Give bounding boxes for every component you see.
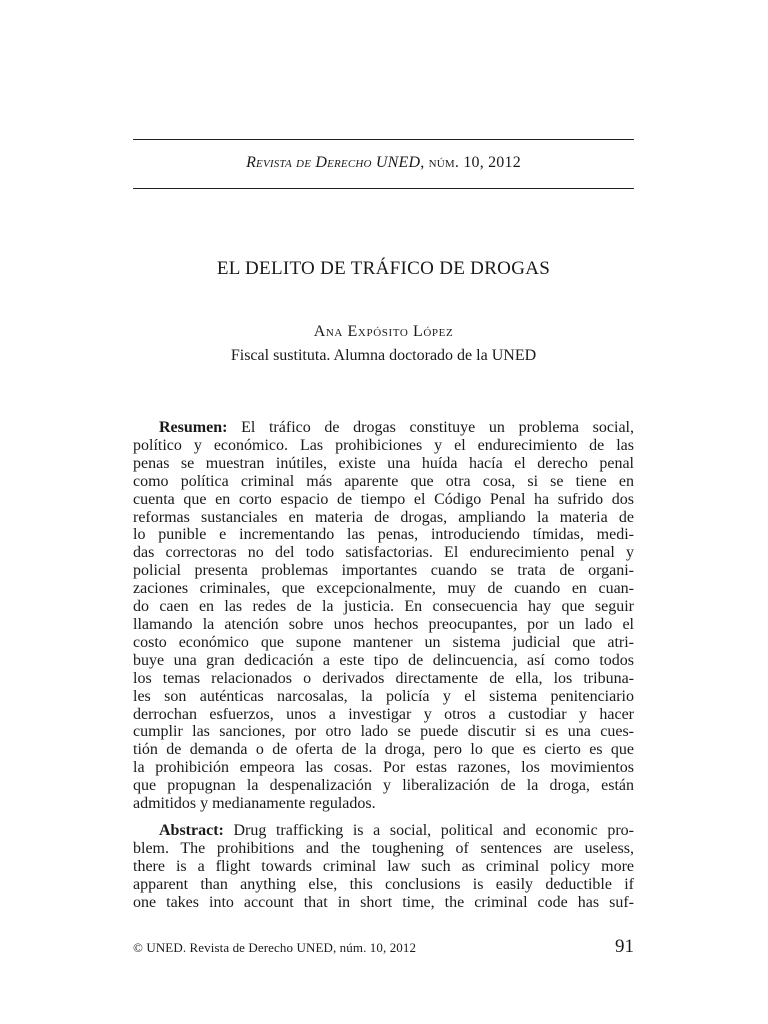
resumen-line: zaciones criminales, que excepcionalmente, muy de cuando en cuan- [133,580,634,598]
resumen-line: policial presenta problemas importantes cuando se trata de organi- [133,562,634,580]
resumen-line: cuenta que en corto espacio de tiempo el Código Penal ha sufrido dos [133,490,634,508]
resumen-label: Resumen: [159,419,228,436]
resumen-line: los temas relacionados o derivados directamente de ella, los tribuna- [133,669,634,687]
resumen-line: tión de demanda o de oferta de la droga, pero lo que es cierto es que [133,741,634,759]
resumen-line: como política criminal más aparente que otra cosa, si se tiene en [133,472,634,490]
resumen-line: derrochan esfuerzos, unos a investigar y otros a custodiar y hacer [133,705,634,723]
resumen-line: penas se muestran inútiles, existe una huída hacía el derecho penal [133,454,634,472]
resumen-line: Resumen: El tráfico de drogas constituye un problema social, [159,419,634,436]
resumen-line: lo punible e incrementando las penas, introduciendo tímidas, medi- [133,526,634,544]
resumen-line: reformas sustanciales en materia de drogas, ampliando la materia de [133,508,634,526]
abstract-line: blem. The prohibitions and the toughening of sentences are useless, [133,839,634,857]
journal-name-part1: Revista de Derecho [246,154,372,171]
footer-copyright: © UNED. Revista de Derecho UNED, núm. 10, 2012 [133,940,417,955]
resumen-line: cumplir las sanciones, por otro lado se puede discutir si es una cues- [133,723,634,741]
resumen-line: llamando la atención sobre unos hechos preocupantes, por un lado el [133,615,634,633]
resumen-line: das correctoras no del todo satisfactorias. El endurecimiento penal y [133,544,634,562]
header-top-rule [133,139,634,140]
resumen-line: admitidos y medianamente regulados. [133,795,376,813]
resumen-line: les son auténticas narcosalas, la policía y el sistema penitenciario [133,687,634,705]
issue-label: núm. [428,154,460,171]
author-name: Ana Expósito López [313,323,454,340]
issue-rest: 10, 2012 [463,154,521,171]
abstract-line: Abstract: Drug trafficking is a social, political and economic pro- [159,822,634,839]
abstract-line: there is a flight towards criminal law such as criminal policy more [133,857,634,875]
resumen-line: la prohibición empeora las cosas. Por estas razones, los movimientos [133,759,634,777]
article-title: EL DELITO DE TRÁFICO DE DROGAS [216,258,551,279]
resumen-paragraph [133,419,634,813]
abstract-paragraph [133,822,634,912]
page-number: 91 [615,936,634,957]
abstract-label: Abstract: [159,822,224,839]
resumen-line: costo económico que supone mantener un sistema judicial que atri- [133,633,634,651]
author-affiliation: Fiscal sustituta. Alumna doctorado de la UNED [230,347,537,364]
header-bottom-rule [133,188,634,189]
journal-header: Revista de Derecho UNED, núm. 10, 2012 [246,154,521,171]
abstract-line: one takes into account that in short time, the criminal code has suf- [133,893,634,911]
journal-name-part2: UNED [375,154,421,171]
resumen-line: político y económico. Las prohibiciones y el endurecimiento de las [133,436,634,454]
abstract-line: apparent than anything else, this conclusions is easily deductible if [133,875,634,893]
resumen-line: buye una gran dedicación a este tipo de delincuencia, así como todos [133,651,634,669]
resumen-line: que propugnan la despenalización y liberalización de la droga, están [133,777,634,795]
resumen-line: do caen en las redes de la justicia. En consecuencia hay que seguir [133,598,634,616]
